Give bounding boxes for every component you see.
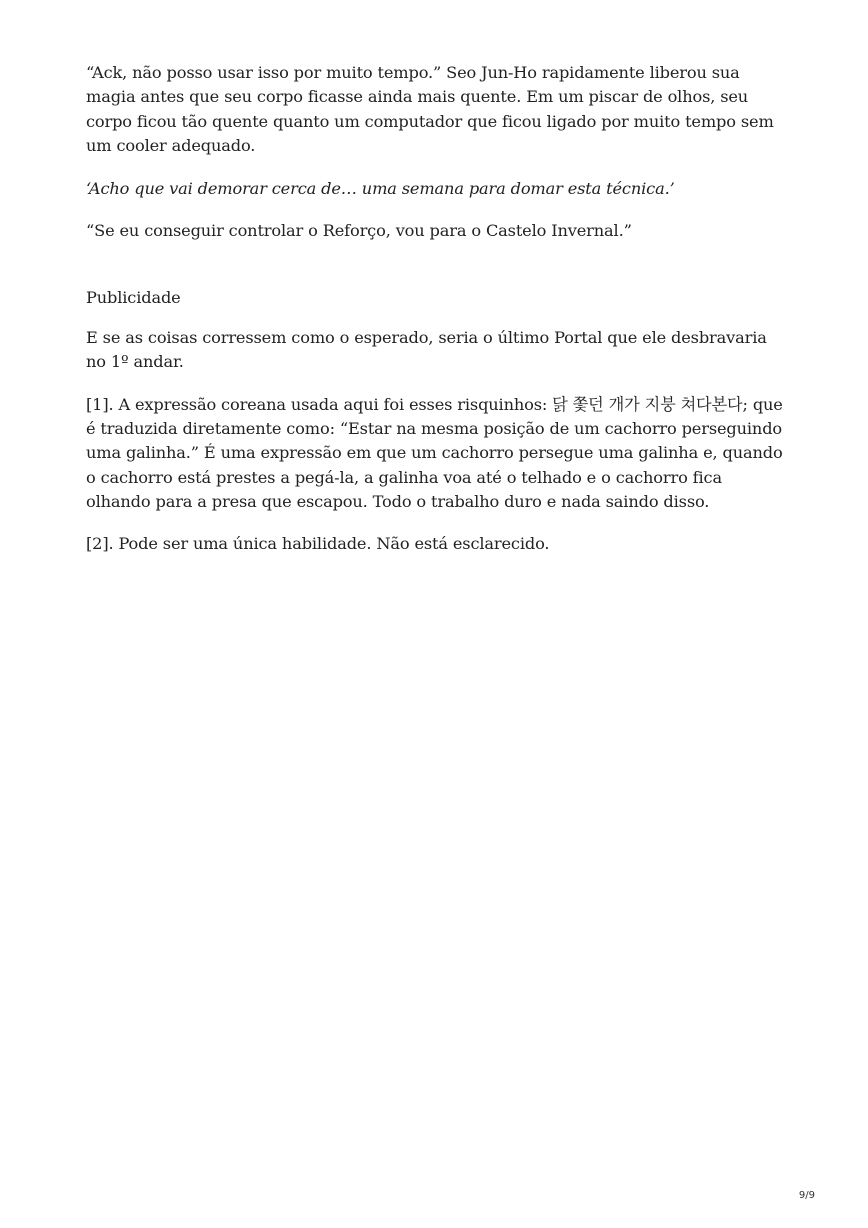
paragraph-narration: E se as coisas corressem como o esperado, seria o último Portal que ele desbravaria no 1º andar. (86, 328, 767, 372)
footnote-1: [1]. A expressão coreana usada aqui foi esses risquinhos: 닭 쫓던 개가 지붕 쳐다본다; que é traduzida diretamente como: “Estar na mesma posição de um cachorro perseguindo uma galinha.” É uma expressão em que um cachorro persegue uma galinha e, quando o cachorro está prestes a pegá-la, a galinha voa até o telhado e o cachorro fica olhando para a presa que escapou. Todo o trabalho duro e nada saindo disso. (86, 394, 783, 511)
paragraph-thought: ‘Acho que vai demorar cerca de… uma semana para domar esta técnica.’ (86, 179, 675, 199)
footnote-2: [2]. Pode ser uma única habilidade. Não está esclarecido. (86, 534, 550, 554)
paragraph-dialogue: “Se eu conseguir controlar o Reforço, vou para o Castelo Invernal.” (86, 221, 632, 241)
paragraph-narration: “Ack, não posso usar isso por muito tempo.” Seo Jun-Ho rapidamente liberou sua magia antes que seu corpo ficasse ainda mais quente. Em um piscar de olhos, seu corpo ficou tão quente quanto um computador que ficou ligado por muito tempo sem um cooler adequado. (86, 63, 774, 155)
advertisement-label: Publicidade (86, 287, 181, 307)
document-body (86, 61, 786, 556)
page-number: 9/9 (798, 1190, 815, 1201)
